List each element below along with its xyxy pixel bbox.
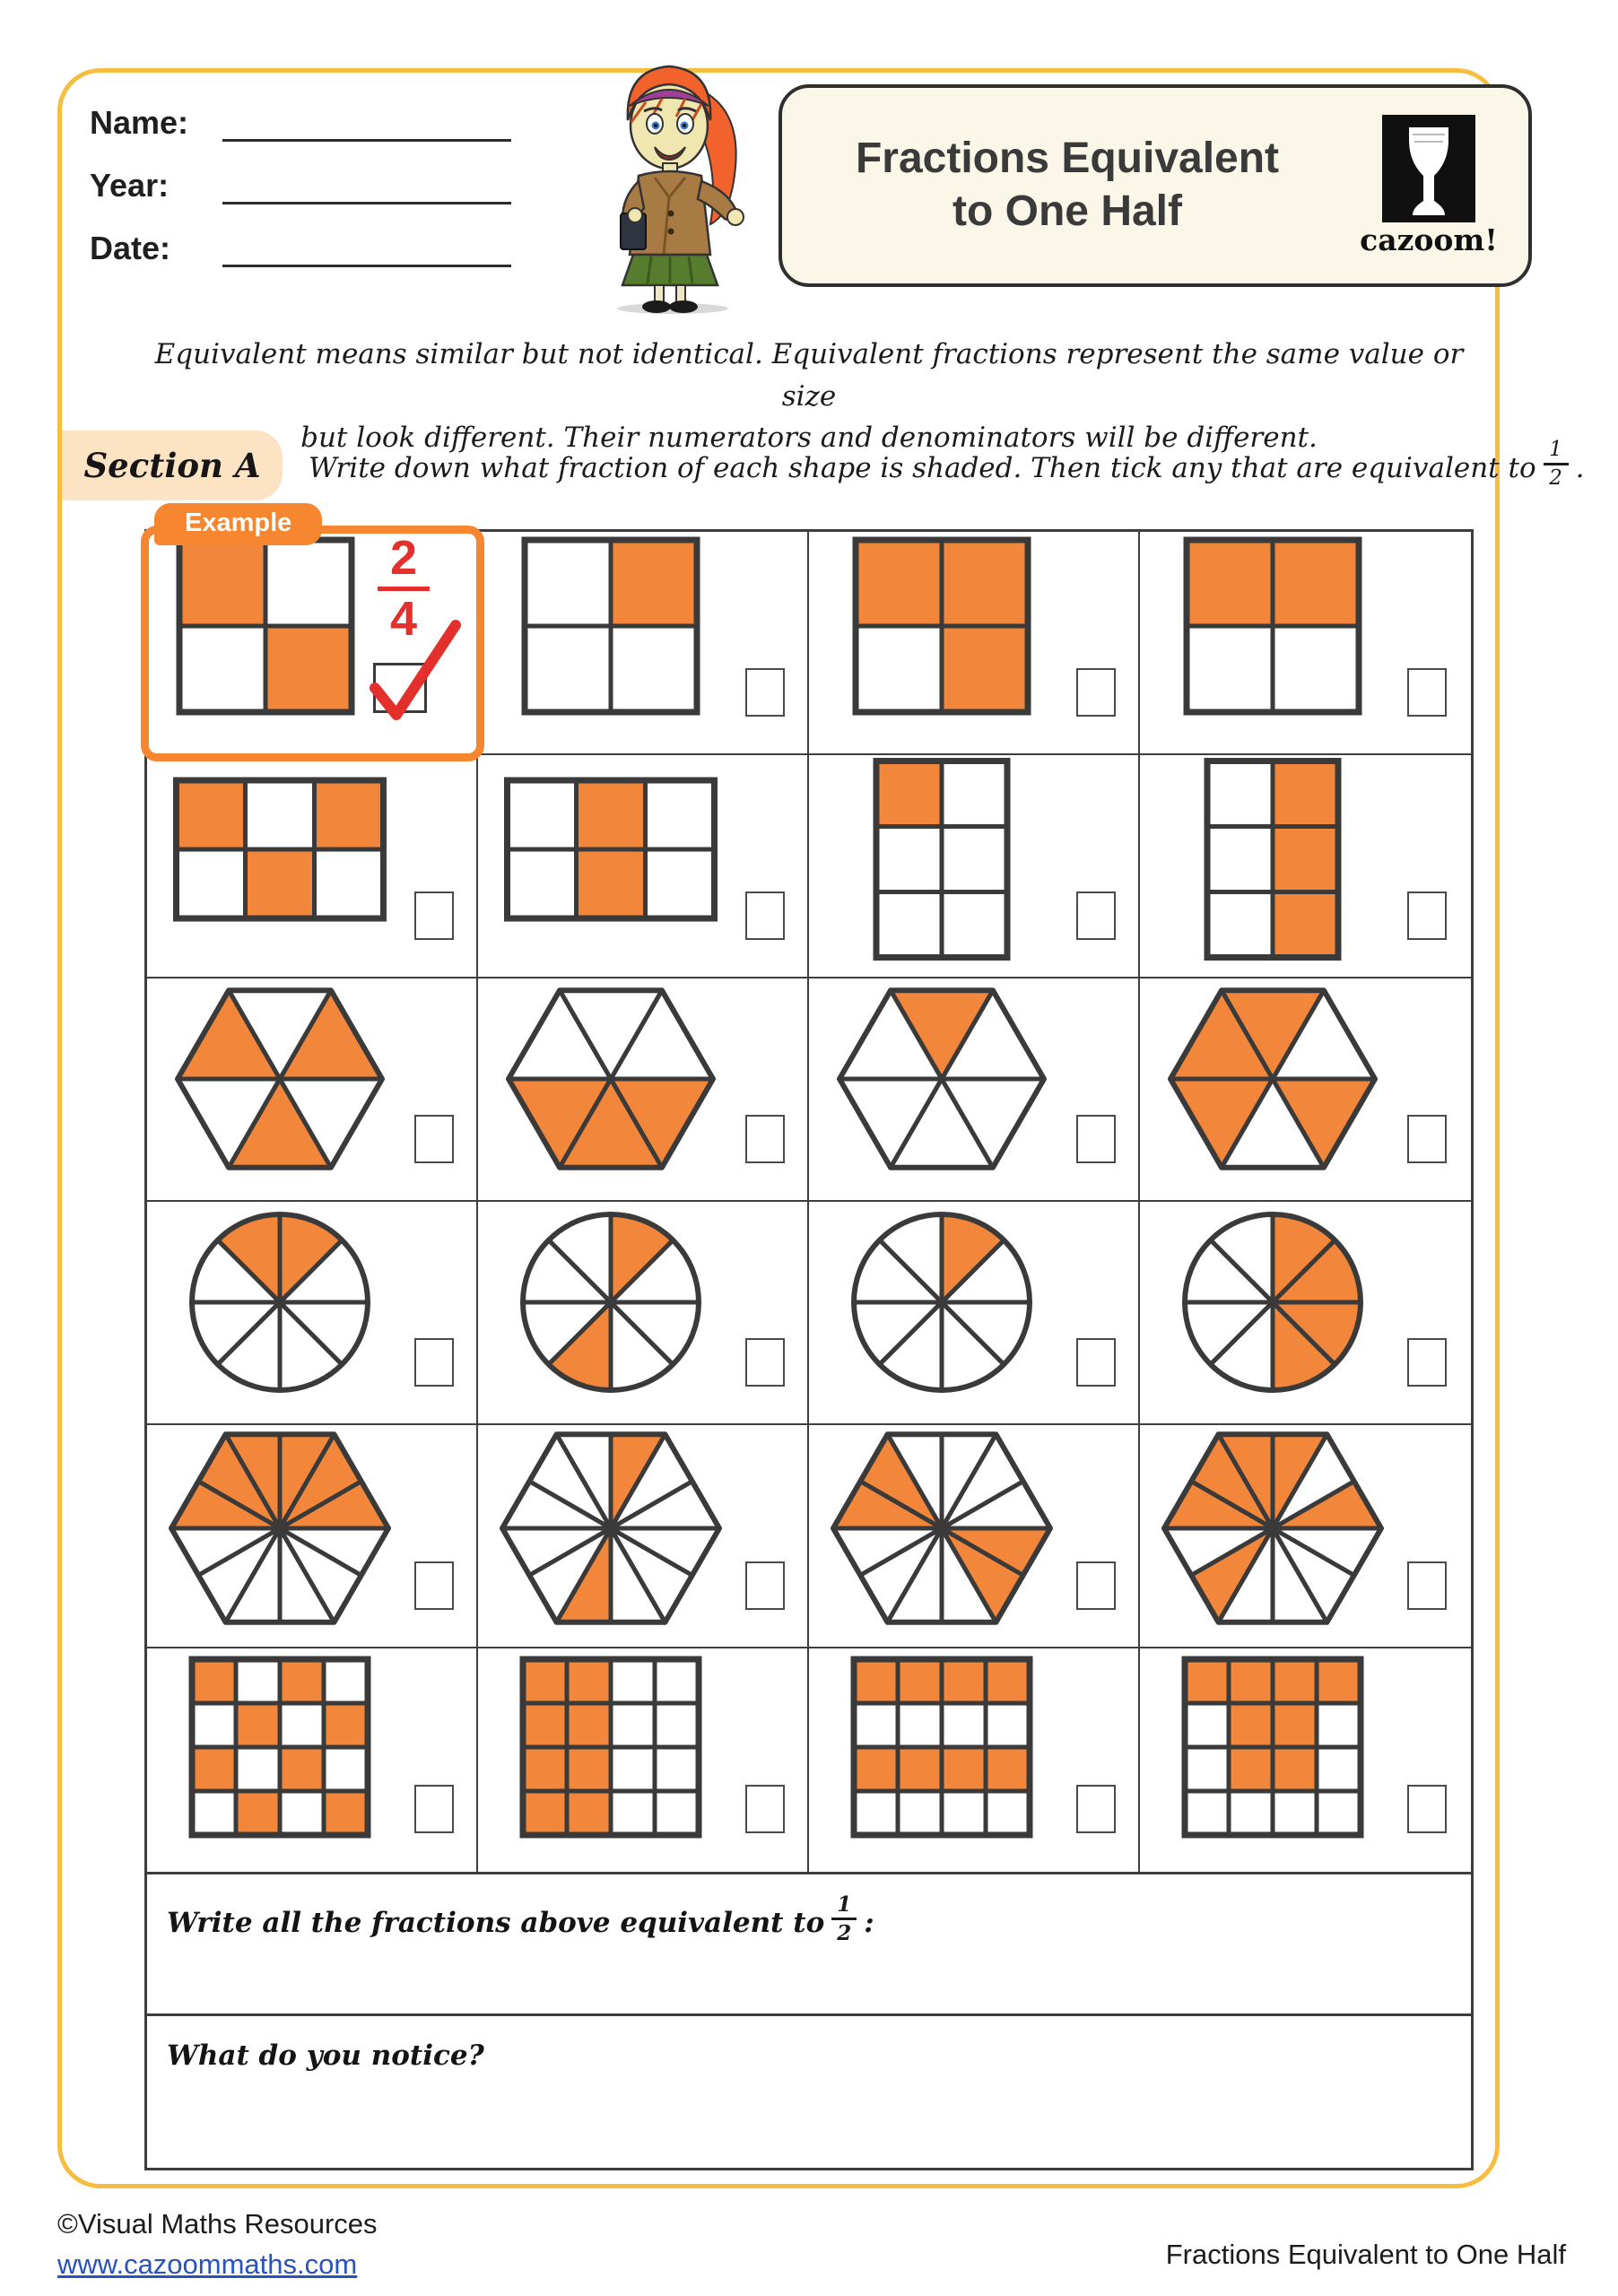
fraction-bar — [831, 1918, 857, 1920]
shape-figure — [147, 978, 478, 1202]
equivalence-checkbox[interactable] — [1076, 1785, 1116, 1833]
shape-cell-r3c4 — [1140, 978, 1471, 1202]
shape-figure — [1140, 978, 1471, 1202]
shape-cell-r6c3 — [809, 1648, 1140, 1872]
shape-figure — [478, 1425, 809, 1648]
shape-cell-r5c3 — [809, 1425, 1140, 1648]
shape-figure — [1140, 1425, 1471, 1648]
section-a-pill — [62, 430, 283, 500]
equivalence-checkbox[interactable] — [1407, 1115, 1447, 1163]
equivalence-checkbox[interactable] — [1076, 1338, 1116, 1387]
shape-figure — [147, 755, 478, 978]
equivalence-checkbox[interactable] — [1076, 1115, 1116, 1163]
equivalence-checkbox[interactable] — [1407, 1785, 1447, 1833]
shape-figure — [809, 978, 1140, 1202]
equivalence-checkbox[interactable] — [745, 1338, 785, 1387]
shape-cell-r1c1 — [147, 509, 478, 755]
write-fractions-suffix: : — [864, 1906, 874, 1939]
shape-cell-r2c2 — [478, 755, 809, 978]
title-line-2: to One Half — [952, 187, 1182, 235]
date-field-row — [90, 228, 511, 267]
shape-figure — [809, 1425, 1140, 1648]
equivalence-checkbox[interactable] — [1407, 1338, 1447, 1387]
shape-figure — [478, 1648, 809, 1872]
date-label: Date: — [90, 230, 171, 266]
equivalence-checkbox[interactable] — [745, 1785, 785, 1833]
equivalence-checkbox[interactable] — [414, 1338, 454, 1387]
intro-paragraph — [136, 334, 1482, 459]
shape-cell-r4c4 — [1140, 1202, 1471, 1425]
equivalence-checkbox[interactable] — [414, 1785, 454, 1833]
shape-figure — [478, 755, 809, 978]
notice-text: What do you notice? — [167, 2039, 484, 2072]
one-half-fraction-bottom — [831, 1894, 857, 1944]
equivalence-checkbox[interactable] — [414, 1115, 454, 1163]
shape-figure — [1140, 1202, 1471, 1425]
shape-cell-r2c1 — [147, 755, 478, 978]
equivalence-checkbox[interactable] — [745, 891, 785, 940]
shape-cell-r1c2 — [478, 532, 809, 755]
shape-cell-r6c2 — [478, 1648, 809, 1872]
shapes-table — [144, 509, 1474, 1874]
footer-left — [57, 2205, 378, 2285]
one-half-fraction — [1544, 439, 1569, 489]
tick-icon — [361, 609, 468, 726]
section-a-label: Section A — [83, 446, 261, 485]
shape-cell-r3c2 — [478, 978, 809, 1202]
shape-figure — [809, 532, 1140, 755]
shape-cell-r4c3 — [809, 1202, 1140, 1425]
write-fractions-text: Write all the fractions above equivalent to — [167, 1906, 825, 1939]
fraction-numerator: 1 — [837, 1892, 852, 1917]
equivalence-checkbox[interactable] — [1076, 891, 1116, 940]
fraction-bar — [378, 587, 430, 591]
shape-figure — [478, 1202, 809, 1425]
student-fields — [90, 102, 511, 291]
equivalence-checkbox[interactable] — [1407, 891, 1447, 940]
fraction-numerator: 1 — [1549, 438, 1562, 461]
name-label: Name: — [90, 104, 189, 141]
shape-figure — [478, 532, 809, 755]
shape-cell-r5c1 — [147, 1425, 478, 1648]
shape-cell-r6c1 — [147, 1648, 478, 1872]
equivalence-checkbox[interactable] — [414, 891, 454, 940]
equivalence-checkbox[interactable] — [1076, 668, 1116, 717]
cazoom-logo-icon — [1382, 115, 1475, 222]
year-label: Year: — [90, 167, 170, 204]
equivalence-checkbox[interactable] — [1407, 668, 1447, 717]
instruction-text: Write down what fraction of each shape is shaded. Then tick any that are equivalent to — [309, 451, 1536, 484]
example-denominator: 4 — [389, 592, 418, 647]
shape-figure — [809, 1648, 1140, 1872]
footer-right-title: Fractions Equivalent to One Half — [1165, 2239, 1566, 2270]
title-box — [779, 84, 1532, 287]
shape-figure — [809, 755, 1140, 978]
intro-line-2: but look different. Their numerators and denominators will be different. — [300, 422, 1318, 454]
fraction-denominator: 2 — [1549, 466, 1562, 490]
shape-figure — [147, 1425, 478, 1648]
write-fractions-prompt — [147, 1874, 1471, 1947]
fraction-bar — [1544, 463, 1569, 465]
date-input-line[interactable] — [222, 230, 511, 267]
fraction-denominator: 2 — [837, 1921, 852, 1945]
equivalence-checkbox[interactable] — [745, 1115, 785, 1163]
shape-figure — [147, 1202, 478, 1425]
notice-box[interactable] — [144, 2016, 1474, 2170]
shape-figure — [1140, 755, 1471, 978]
section-a-instruction — [309, 438, 1585, 492]
cazoom-logo-text: cazoom! — [1360, 222, 1498, 257]
mascot-girl-illustration — [576, 47, 773, 316]
equivalence-checkbox[interactable] — [745, 668, 785, 717]
shape-cell-r2c3 — [809, 755, 1140, 978]
equivalence-checkbox[interactable] — [414, 1561, 454, 1610]
year-field-row — [90, 165, 511, 204]
shape-cell-r2c4 — [1140, 755, 1471, 978]
shape-figure — [1140, 1648, 1471, 1872]
worksheet-body — [144, 509, 1474, 2170]
instruction-suffix: . — [1575, 451, 1585, 484]
notice-prompt — [147, 2016, 1471, 2072]
shape-figure — [809, 1202, 1140, 1425]
cazoommaths-link[interactable]: www.cazoommaths.com — [57, 2248, 358, 2280]
example-numerator: 2 — [389, 531, 418, 585]
shape-cell-r3c1 — [147, 978, 478, 1202]
equivalence-checkbox[interactable] — [1407, 1561, 1447, 1610]
shape-figure — [1140, 532, 1471, 755]
shape-cell-r1c3 — [809, 532, 1140, 755]
shape-cell-r3c3 — [809, 978, 1140, 1202]
name-input-line[interactable] — [222, 105, 511, 142]
shape-cell-r5c2 — [478, 1425, 809, 1648]
intro-line-1: Equivalent means similar but not identical. Equivalent fractions represent the same value or size — [154, 338, 1464, 413]
worksheet-title — [782, 133, 1353, 238]
title-line-1: Fractions Equivalent — [855, 135, 1280, 183]
shape-figure — [147, 1648, 478, 1872]
equivalence-checkbox[interactable] — [1076, 1561, 1116, 1610]
cazoom-logo — [1353, 115, 1505, 257]
shape-cell-r5c4 — [1140, 1425, 1471, 1648]
write-fractions-box[interactable] — [144, 1874, 1474, 2016]
shape-cell-r4c2 — [478, 1202, 809, 1425]
equivalence-checkbox[interactable] — [745, 1561, 785, 1610]
shape-cell-r4c1 — [147, 1202, 478, 1425]
copyright-text: ©Visual Maths Resources — [57, 2208, 378, 2239]
example-tab-label: Example — [154, 503, 322, 545]
year-input-line[interactable] — [222, 168, 511, 204]
shape-cell-r1c4 — [1140, 532, 1471, 755]
shape-cell-r6c4 — [1140, 1648, 1471, 1872]
name-field-row — [90, 102, 511, 142]
shape-figure — [478, 978, 809, 1202]
